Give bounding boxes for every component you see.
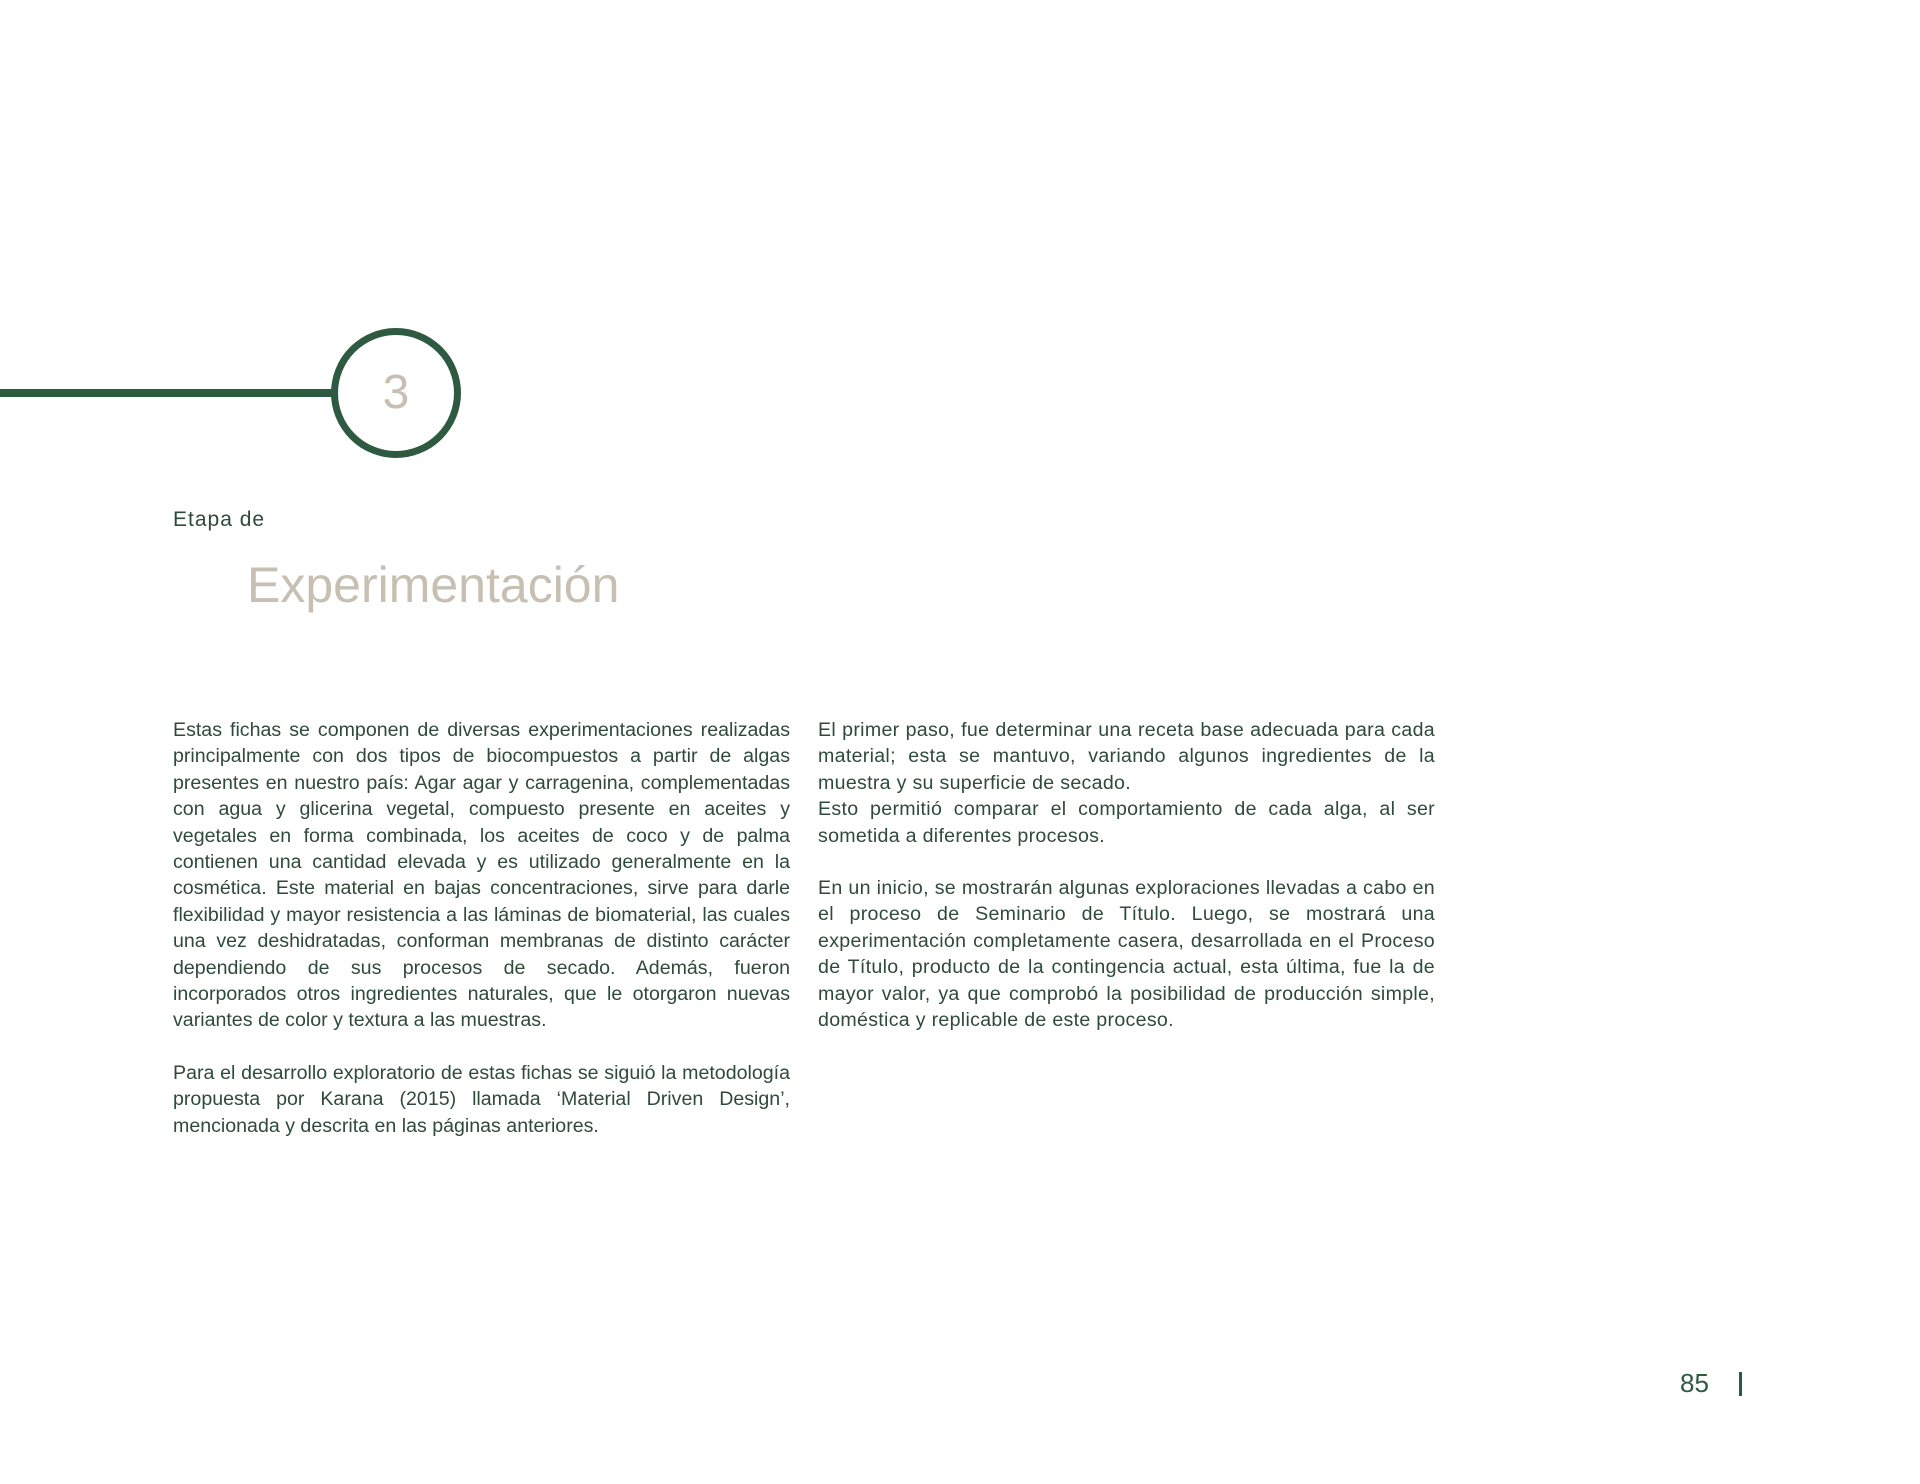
step-circle bbox=[331, 328, 461, 458]
paragraph: Para el desarrollo exploratorio de estas fichas se siguió la metodología propuesta por Karana (2015) llamada ‘Material Driven Design’, mencionada y descrita en las páginas anteriores. bbox=[173, 1061, 790, 1137]
left-text-column bbox=[173, 717, 790, 1165]
section-eyebrow: Etapa de bbox=[173, 508, 266, 531]
paragraph: Esto permitió comparar el comportamiento de cada alga, al ser sometida a diferentes procesos. bbox=[818, 798, 1435, 847]
right-text-column bbox=[818, 717, 1435, 1033]
page-divider bbox=[1739, 1372, 1742, 1396]
step-connector-line bbox=[0, 389, 336, 397]
section-title: Experimentación bbox=[247, 557, 620, 613]
paragraph: En un inicio, se mostrarán algunas exploraciones llevadas a cabo en el proceso de Seminario de Título. Luego, se mostrará una experimentación completamente casera, desarrollada en el Proceso de Título, producto de la contingencia actual, esta última, fue la de mayor valor, ya que comprobó la posibilidad de producción simple, doméstica y replicable de este proceso. bbox=[818, 877, 1435, 1032]
paragraph: Estas fichas se componen de diversas experimentaciones realizadas principalmente con dos tipos de biocompuestos a partir de algas presentes en nuestro país: Agar agar y carragenina, complementadas con agua y glicerina vegetal, compuesto presente en aceites y vegetales en forma combinada, los aceites de coco y de palma contienen una cantidad elevada y es utilizado generalmente en la cosmética. Este material en bajas concentraciones, sirve para darle flexibilidad y mayor resistencia a las láminas de biomaterial, las cuales una vez deshidratadas, conforman membranas de distinto carácter dependiendo de sus procesos de secado. Además, fueron incorporados otros ingredientes naturales, que le otorgaron nuevas variantes de color y textura a las muestras. bbox=[173, 719, 790, 1032]
page-number: 85 bbox=[1680, 1368, 1709, 1398]
page-footer bbox=[1680, 1368, 1742, 1399]
step-number: 3 bbox=[382, 366, 410, 419]
paragraph: El primer paso, fue determinar una receta base adecuada para cada material; esta se mantuvo, variando algunos ingredientes de la muestra y su superficie de secado. bbox=[818, 719, 1435, 794]
